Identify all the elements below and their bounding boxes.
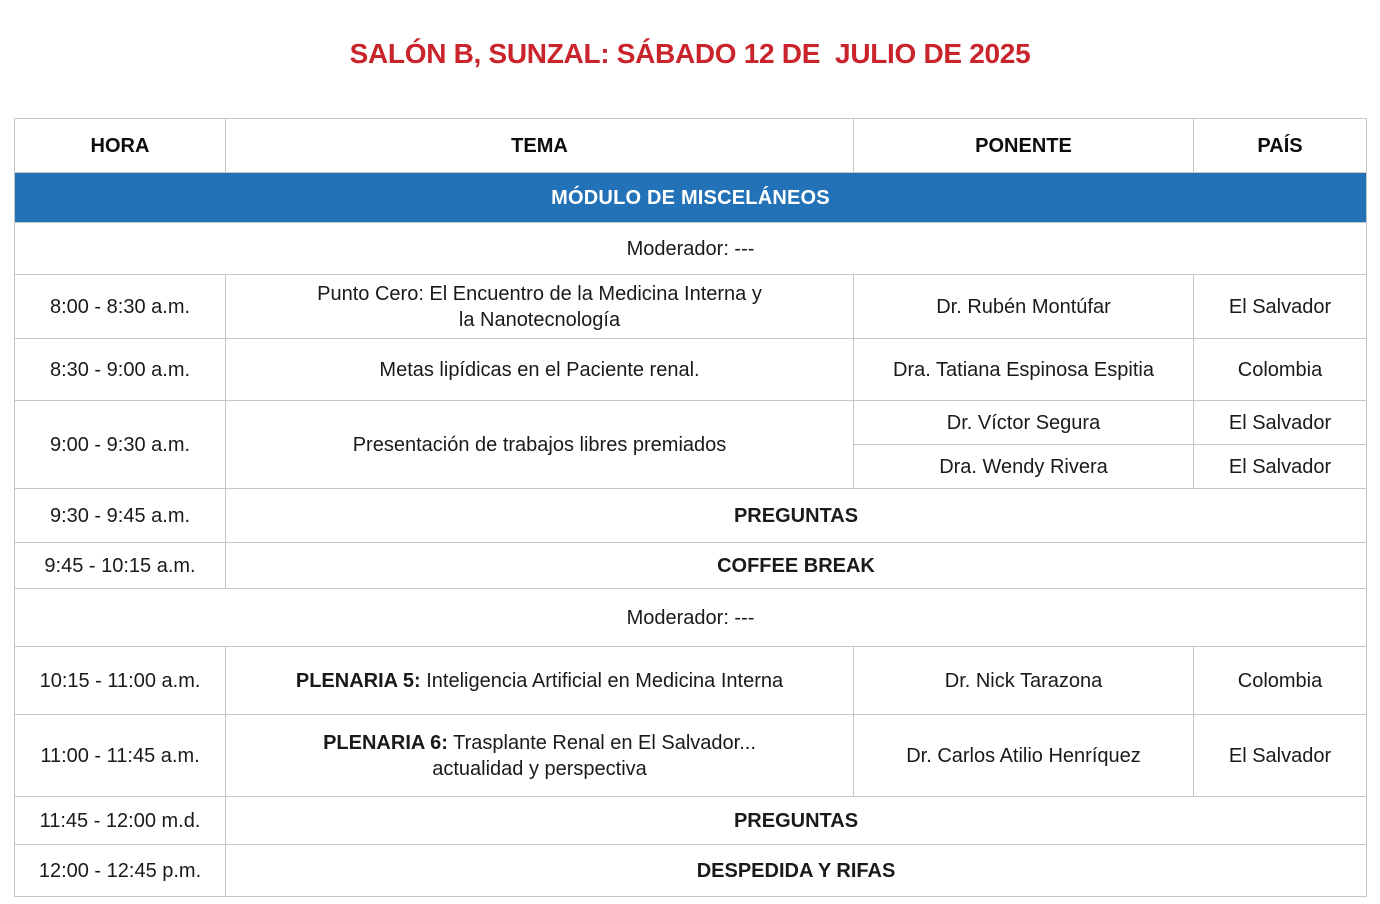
- session-row-900-a: [15, 401, 1367, 445]
- time-cell: 8:00 - 8:30 a.m.: [15, 275, 226, 339]
- time-cell: 9:45 - 10:15 a.m.: [15, 543, 226, 589]
- tema-line-2: la Nanotecnología: [458, 308, 621, 331]
- ponente-cell: Dra. Wendy Rivera: [854, 445, 1194, 489]
- session-row-1015: [15, 647, 1367, 715]
- time-cell: 11:00 - 11:45 a.m.: [15, 715, 226, 797]
- ponente-cell: Dr. Rubén Montúfar: [854, 275, 1194, 339]
- tema-bold-prefix: PLENARIA 6:: [323, 731, 448, 754]
- preguntas-label: PREGUNTAS: [226, 489, 1367, 543]
- time-cell: 9:00 - 9:30 a.m.: [15, 401, 226, 489]
- tema-cell: Presentación de trabajos libres premiados: [226, 401, 854, 489]
- ponente-cell: Dr. Nick Tarazona: [854, 647, 1194, 715]
- tema-cell: [226, 715, 854, 797]
- session-row-830: [15, 339, 1367, 401]
- moderator-label-1: Moderador: ---: [15, 223, 1367, 275]
- schedule-table: [14, 118, 1367, 897]
- table-header-row: [15, 119, 1367, 173]
- despedida-row: [15, 845, 1367, 897]
- session-row-800: [15, 275, 1367, 339]
- module-banner: MÓDULO DE MISCELÁNEOS: [15, 173, 1367, 223]
- tema-text: Trasplante Renal en El Salvador...: [453, 731, 756, 754]
- col-header-ponente: PONENTE: [854, 119, 1194, 173]
- time-cell: 12:00 - 12:45 p.m.: [15, 845, 226, 897]
- preguntas-row-1: [15, 489, 1367, 543]
- tema-line-1: Punto Cero: El Encuentro de la Medicina Interna y: [317, 282, 762, 305]
- coffee-break-label: COFFEE BREAK: [226, 543, 1367, 589]
- tema-line-2: actualidad y perspectiva: [432, 757, 647, 780]
- col-header-pais: PAÍS: [1194, 119, 1367, 173]
- col-header-tema: TEMA: [226, 119, 854, 173]
- time-cell: 10:15 - 11:00 a.m.: [15, 647, 226, 715]
- coffee-break-row: [15, 543, 1367, 589]
- preguntas-row-2: [15, 797, 1367, 845]
- pais-cell: El Salvador: [1194, 715, 1367, 797]
- moderator-row-1: [15, 223, 1367, 275]
- time-cell: 9:30 - 9:45 a.m.: [15, 489, 226, 543]
- pais-cell: Colombia: [1194, 647, 1367, 715]
- tema-cell: [226, 275, 854, 339]
- pais-cell: El Salvador: [1194, 401, 1367, 445]
- tema-line-1: [236, 730, 843, 756]
- moderator-label-2: Moderador: ---: [15, 589, 1367, 647]
- tema-text: Inteligencia Artificial en Medicina Interna: [426, 669, 784, 692]
- session-row-1100: [15, 715, 1367, 797]
- page-title: SALÓN B, SUNZAL: SÁBADO 12 DE JULIO DE 2025: [349, 38, 1031, 69]
- tema-bold-prefix: PLENARIA 5:: [295, 669, 421, 692]
- ponente-cell: Dra. Tatiana Espinosa Espitia: [854, 339, 1194, 401]
- col-header-hora: HORA: [15, 119, 226, 173]
- preguntas-label: PREGUNTAS: [226, 797, 1367, 845]
- pais-cell: Colombia: [1194, 339, 1367, 401]
- pais-cell: El Salvador: [1194, 275, 1367, 339]
- tema-cell: Metas lipídicas en el Paciente renal.: [226, 339, 854, 401]
- time-cell: 11:45 - 12:00 m.d.: [15, 797, 226, 845]
- module-banner-row: [15, 173, 1367, 223]
- time-cell: 8:30 - 9:00 a.m.: [15, 339, 226, 401]
- ponente-cell: Dr. Carlos Atilio Henríquez: [854, 715, 1194, 797]
- despedida-label: DESPEDIDA Y RIFAS: [226, 845, 1367, 897]
- pais-cell: El Salvador: [1194, 445, 1367, 489]
- tema-cell: [226, 647, 854, 715]
- ponente-cell: Dr. Víctor Segura: [854, 401, 1194, 445]
- moderator-row-2: [15, 589, 1367, 647]
